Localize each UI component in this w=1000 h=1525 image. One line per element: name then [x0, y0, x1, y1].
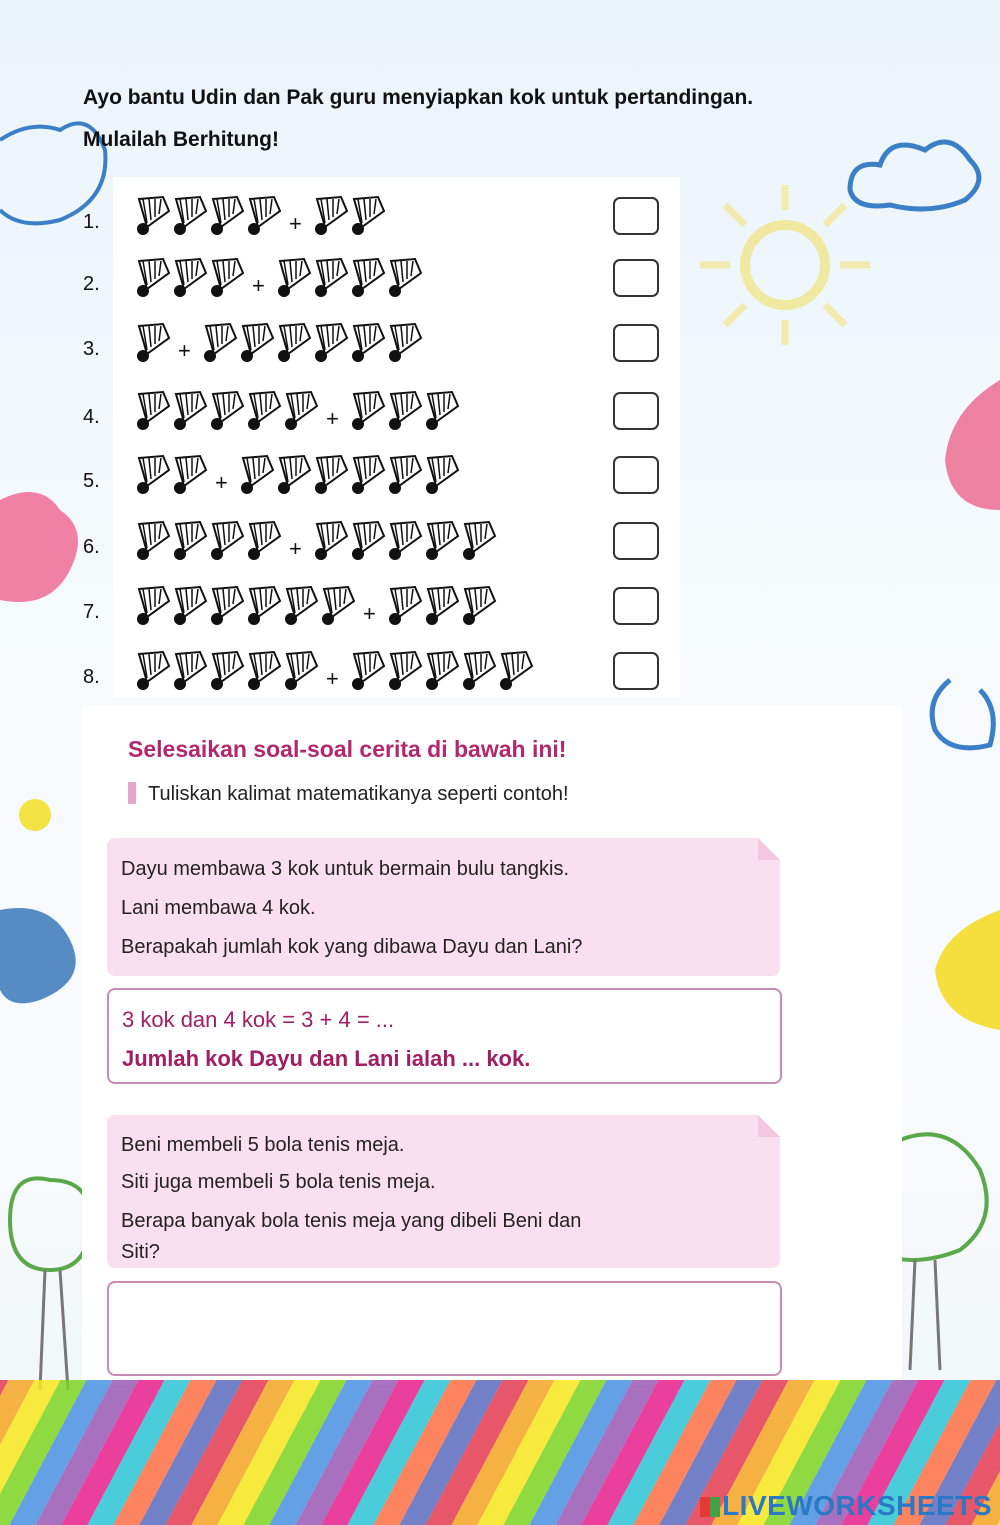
pink-marker-bar [128, 782, 136, 804]
problem-number: 3. [83, 338, 100, 360]
shuttlecock-group [133, 193, 397, 239]
shuttlecock-group [133, 320, 434, 366]
shuttlecock-icon [137, 392, 169, 430]
shuttlecock-icon [211, 259, 243, 297]
shuttlecock-icon [211, 652, 243, 690]
answer-input-box[interactable] [613, 324, 659, 362]
shuttlecock-icon [137, 652, 169, 690]
plus-sign: + [215, 470, 228, 495]
shuttlecock-icon [426, 587, 458, 625]
problem-row [83, 583, 673, 633]
problem-number: 8. [83, 666, 100, 688]
page-fold-corner [758, 838, 780, 860]
shuttlecock-icon [352, 259, 384, 297]
shuttlecock-icon [174, 392, 206, 430]
shuttlecock-icon [463, 522, 495, 560]
shuttlecock-icon [248, 652, 280, 690]
shuttlecock-icon [248, 392, 280, 430]
section-subtitle-text: Tuliskan kalimat matematikanya seperti contoh! [148, 783, 569, 805]
shuttlecock-icon [426, 522, 458, 560]
shuttlecock-icon [174, 522, 206, 560]
shuttlecock-icon [174, 259, 206, 297]
shuttlecock-icon [241, 324, 273, 362]
shuttlecock-icon [352, 197, 384, 235]
plus-sign: + [178, 338, 191, 363]
shuttlecock-icon [352, 324, 384, 362]
story-2-line-3: Berapa banyak bola tenis meja yang dibeli Beni dan [121, 1210, 582, 1232]
logo-text: LIVEWORKSHEETS [722, 1490, 992, 1521]
shuttlecock-icon [248, 522, 280, 560]
shuttlecock-icon [174, 652, 206, 690]
shuttlecock-icon [137, 522, 169, 560]
shuttlecock-icon [389, 392, 421, 430]
problem-number: 6. [83, 536, 100, 558]
problem-row [83, 320, 673, 370]
shuttlecock-icon [174, 456, 206, 494]
problem-row [83, 518, 673, 568]
shuttlecock-icon [322, 587, 354, 625]
problem-row [83, 193, 673, 243]
pink-hand-drawing-right [930, 380, 1000, 520]
shuttlecock-icon [285, 392, 317, 430]
section-title: Selesaikan soal-soal cerita di bawah ini! [128, 736, 567, 762]
problem-row [83, 388, 673, 438]
shuttlecock-icon [352, 392, 384, 430]
answer-1-line-2: Jumlah kok Dayu dan Lani ialah ... kok. [122, 1046, 531, 1071]
story-2-line-1: Beni membeli 5 bola tenis meja. [121, 1134, 405, 1156]
shuttlecock-icon [285, 652, 317, 690]
shuttlecock-icon [389, 652, 421, 690]
shuttlecock-icon [137, 197, 169, 235]
shuttlecock-group [133, 388, 471, 434]
answer-input-box[interactable] [613, 392, 659, 430]
shuttlecock-icon [241, 456, 273, 494]
cloud-drawing-right [920, 670, 1000, 760]
shuttlecock-icon [248, 587, 280, 625]
shuttlecock-icon [204, 324, 236, 362]
yellow-flower-drawing [10, 790, 60, 840]
story-card-2 [107, 1115, 780, 1268]
shuttlecock-icon [315, 324, 347, 362]
problem-number: 5. [83, 470, 100, 492]
section-subtitle [128, 782, 569, 806]
story-1-line-2: Lani membawa 4 kok. [121, 897, 316, 919]
answer-1-line-1: 3 kok dan 4 kok = 3 + 4 = ... [122, 1007, 395, 1032]
shuttlecock-icon [211, 522, 243, 560]
liveworksheets-logo [700, 1490, 992, 1522]
story-1-line-1: Dayu membawa 3 kok untuk bermain bulu tangkis. [121, 858, 570, 880]
problem-row [83, 648, 673, 698]
shuttlecock-icon [463, 587, 495, 625]
answer-input-box[interactable] [613, 587, 659, 625]
shuttlecock-icon [426, 652, 458, 690]
story-2-line-4: Siti? [121, 1241, 160, 1263]
example-answer-box [107, 988, 782, 1084]
shuttlecock-icon [315, 522, 347, 560]
shuttlecock-icon [137, 456, 169, 494]
answer-input-box[interactable] [613, 456, 659, 494]
plus-sign: + [363, 601, 376, 626]
problem-number: 4. [83, 406, 100, 428]
logo-cube-icon [700, 1497, 720, 1517]
plus-sign: + [289, 536, 302, 561]
shuttlecock-group [133, 452, 471, 498]
shuttlecock-icon [278, 259, 310, 297]
shuttlecock-icon [278, 456, 310, 494]
plus-sign: + [326, 666, 339, 691]
shuttlecock-icon [248, 197, 280, 235]
shuttlecock-icon [352, 456, 384, 494]
shuttlecock-group [133, 648, 545, 694]
page-fold-corner [758, 1115, 780, 1137]
shuttlecock-icon [137, 259, 169, 297]
answer-input-box[interactable] [613, 652, 659, 690]
story-card-1 [107, 838, 780, 976]
problem-number: 7. [83, 601, 100, 623]
cloud-drawing [840, 130, 990, 220]
answer-input-box[interactable] [613, 259, 659, 297]
shuttlecock-icon [352, 652, 384, 690]
shuttlecock-group [133, 583, 508, 629]
shuttlecock-icon [137, 324, 169, 362]
problem-row [83, 452, 673, 502]
shuttlecock-icon [389, 259, 421, 297]
instruction-line-1: Ayo bantu Udin dan Pak guru menyiapkan kok untuk pertandingan. [83, 86, 754, 109]
shuttlecock-icon [315, 197, 347, 235]
shuttlecock-icon [389, 587, 421, 625]
story-1-line-3: Berapakah jumlah kok yang dibawa Dayu dan Lani? [121, 936, 583, 958]
shuttlecock-icon [315, 259, 347, 297]
shuttlecock-icon [500, 652, 532, 690]
plus-sign: + [326, 406, 339, 431]
shuttlecock-icon [211, 197, 243, 235]
shuttlecock-icon [174, 587, 206, 625]
shuttlecock-icon [463, 652, 495, 690]
shuttlecock-icon [211, 392, 243, 430]
instruction-line-2: Mulailah Berhitung! [83, 128, 279, 151]
shuttlecock-icon [278, 324, 310, 362]
yellow-hand-drawing [915, 900, 1000, 1040]
shuttlecock-icon [174, 197, 206, 235]
blue-hand-drawing [0, 900, 90, 1010]
plus-sign: + [252, 273, 265, 298]
answer-input-box[interactable] [613, 197, 659, 235]
shuttlecock-icon [352, 522, 384, 560]
shuttlecock-icon [211, 587, 243, 625]
problem-number: 1. [83, 211, 100, 233]
shuttlecock-icon [389, 324, 421, 362]
answer-input-box[interactable] [613, 522, 659, 560]
shuttlecock-icon [315, 456, 347, 494]
shuttlecock-icon [389, 456, 421, 494]
shuttlecock-icon [426, 392, 458, 430]
shuttlecock-icon [389, 522, 421, 560]
plus-sign: + [289, 211, 302, 236]
story-2-line-2: Siti juga membeli 5 bola tenis meja. [121, 1171, 436, 1193]
shuttlecock-icon [285, 587, 317, 625]
problem-number: 2. [83, 273, 100, 295]
shuttlecock-group [133, 518, 508, 564]
shuttlecock-group [133, 255, 434, 301]
story-2-answer-input[interactable] [107, 1281, 782, 1376]
problem-row [83, 255, 673, 305]
shuttlecock-icon [426, 456, 458, 494]
shuttlecock-icon [137, 587, 169, 625]
